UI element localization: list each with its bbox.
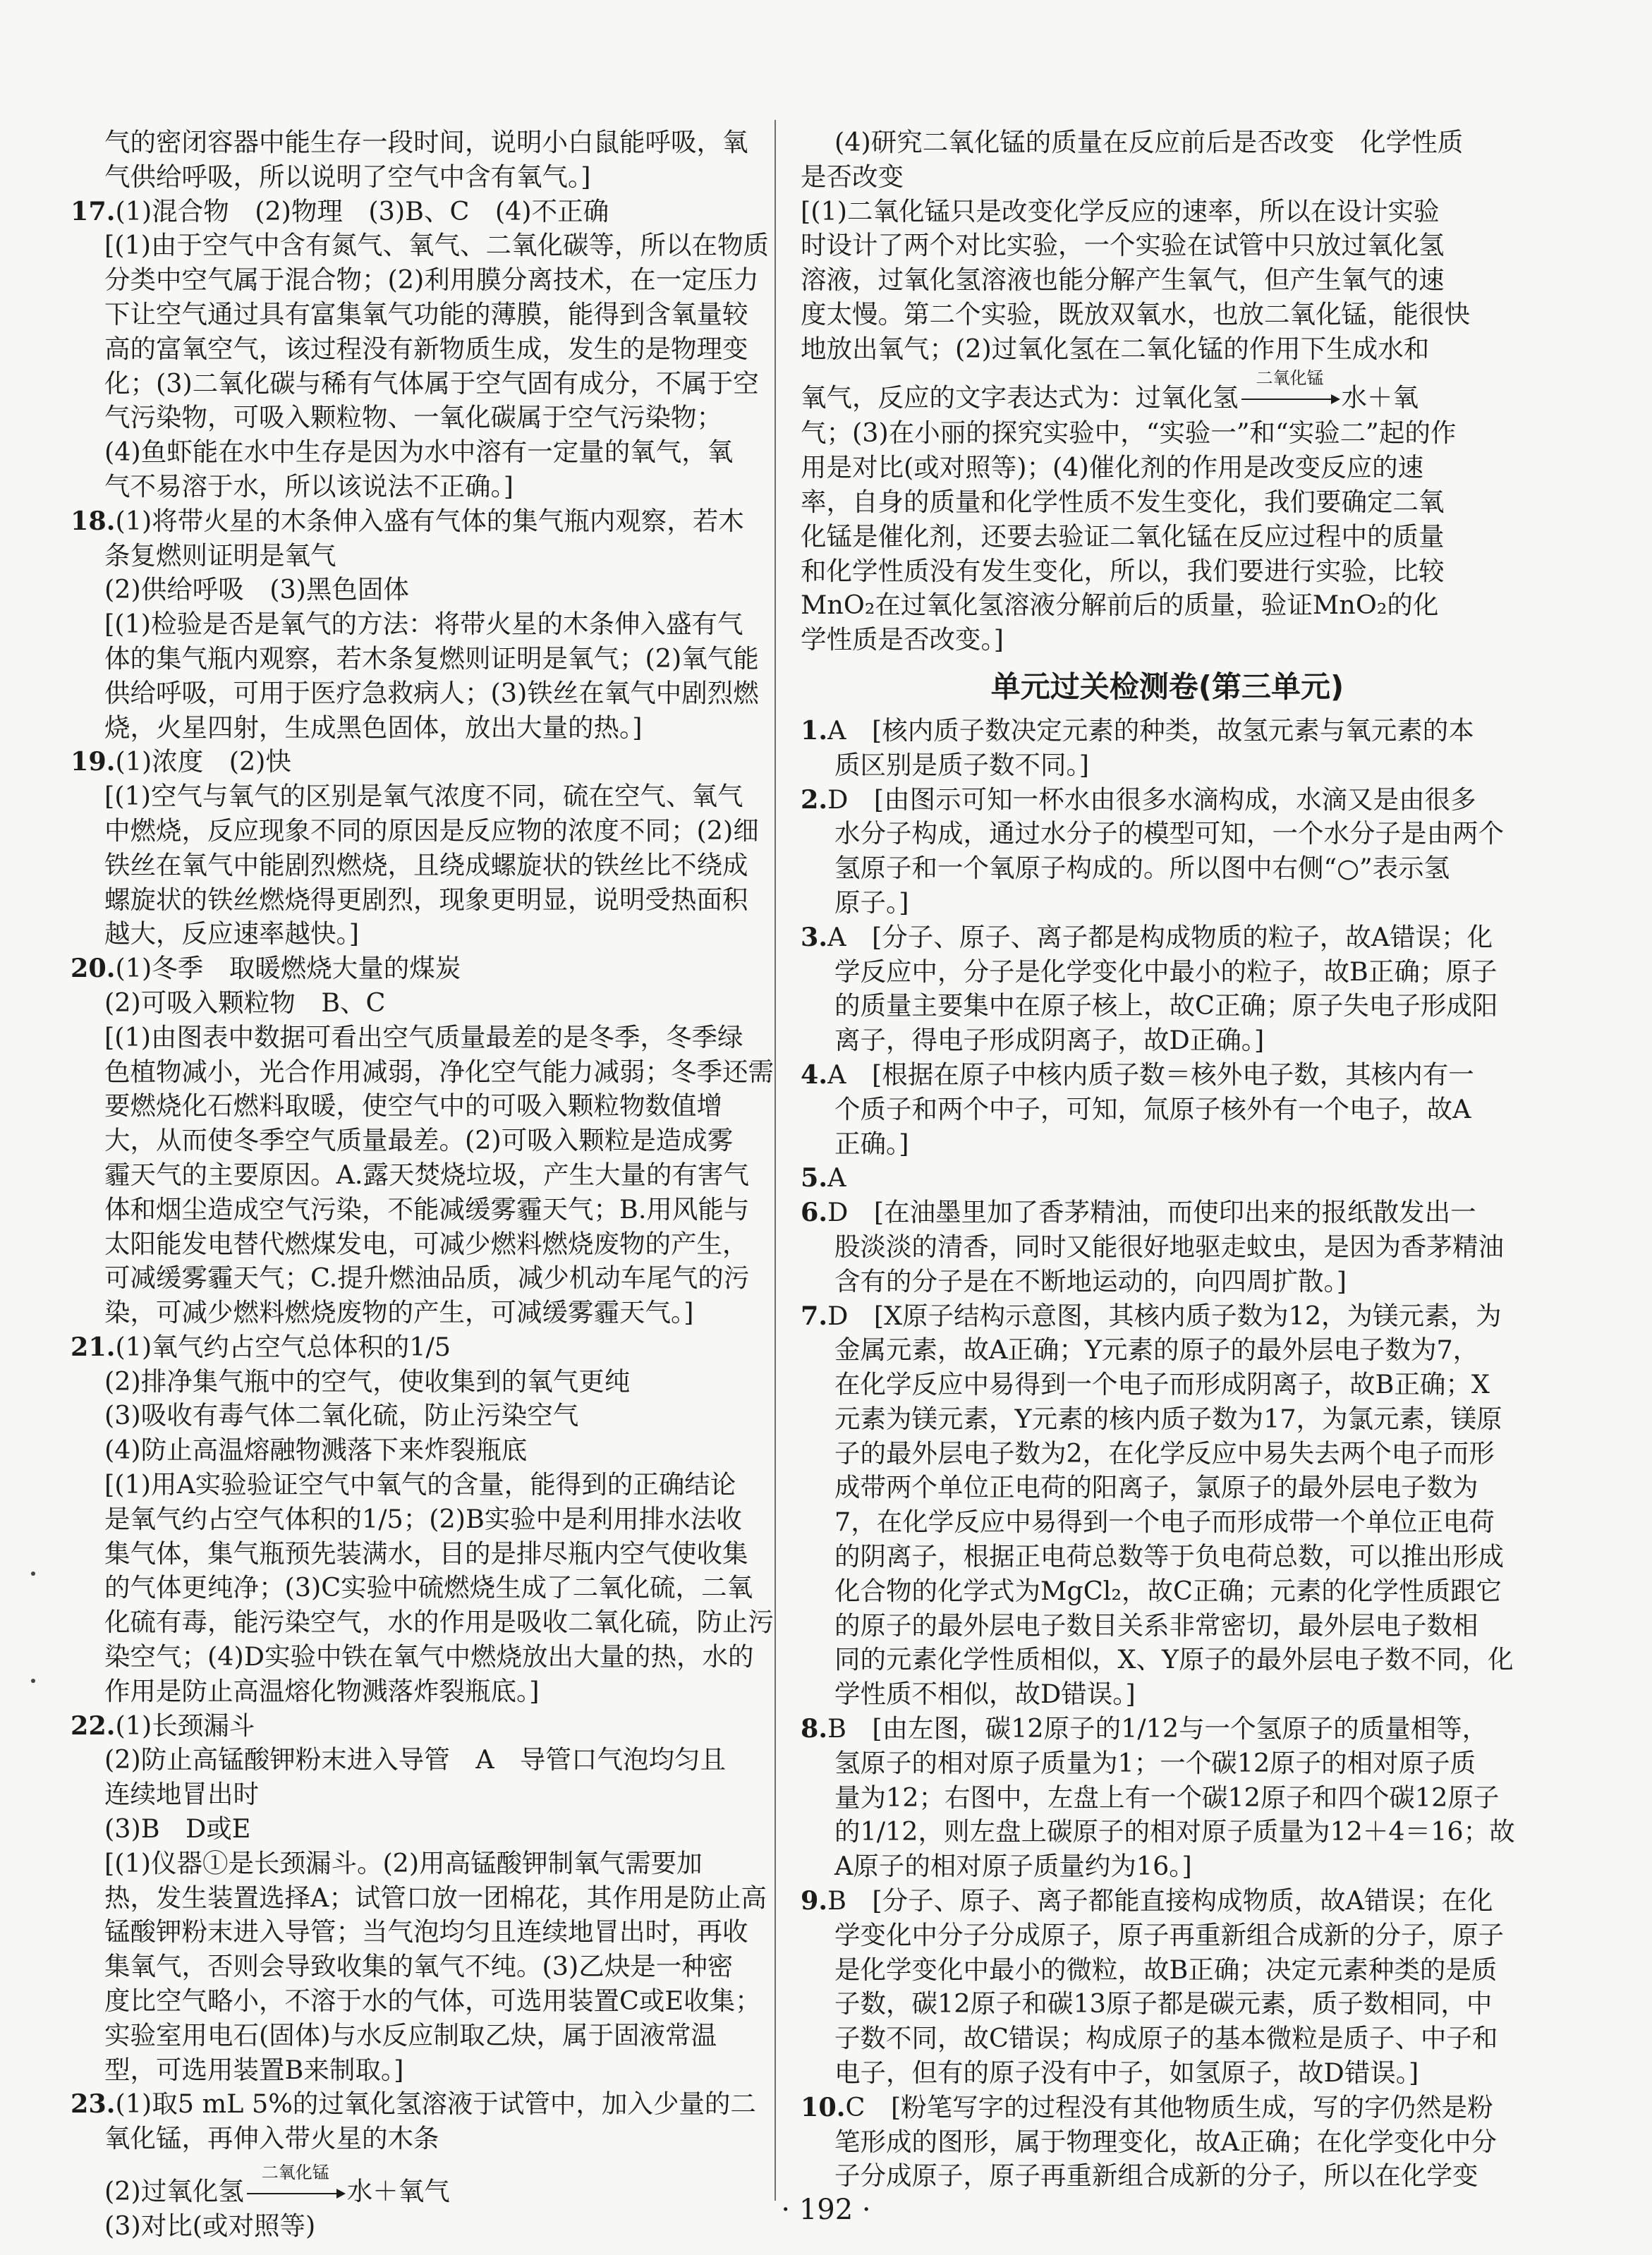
answer-line — [71, 1502, 769, 1537]
left-column — [71, 126, 774, 2244]
answer-text: 子的最外层电子数为2，在化学反应中易失去两个电子而形 — [834, 1438, 1495, 1469]
answer-line: (3)对比(或对照等) — [104, 2210, 316, 2241]
answer-text: 学变化中分子分成原子，原子再重新组合成新的分子，原子 — [834, 1919, 1504, 1950]
answer-line — [71, 470, 769, 504]
answer-line — [71, 1089, 769, 1124]
answer-line — [801, 126, 1534, 160]
question-answer-start — [801, 1884, 1534, 1919]
answer-line — [71, 1640, 769, 1674]
answer-text: 作用是防止高温熔化物溅落炸裂瓶底。] — [104, 1675, 540, 1706]
question-answer-start — [801, 1058, 1534, 1093]
answer-text: 化硫有毒，能污染空气，水的作用是吸收二氧化硫，防止污 — [104, 1607, 774, 1638]
question-answer-start — [801, 2091, 1534, 2125]
answer-text: 的质量主要集中在原子核上，故C正确；原子失电子形成阳 — [834, 990, 1498, 1021]
question-number: 8. — [801, 1713, 828, 1744]
answer-text: 铁丝在氧气中能剧烈燃烧，且绕成螺旋状的铁丝比不绕成 — [104, 849, 748, 880]
answer-text: 学性质是否改变。] — [801, 624, 1004, 655]
answer-line — [801, 1230, 1534, 1265]
question-number: 22. — [71, 1710, 116, 1741]
question-answer-start — [71, 1330, 769, 1365]
answer-text: 螺旋状的铁丝燃烧得更剧烈，现象更明显，说明受热面积 — [104, 884, 748, 915]
answer-line — [801, 554, 1534, 589]
answer-text: (2)供给呼吸 (3)黑色固体 — [104, 574, 409, 605]
answer-text: 率，自身的质量和化学性质不发生变化，我们要确定二氧 — [801, 486, 1445, 517]
answer-text: 子分成原子，原子再重新组合成新的分子，所以在化学变 — [834, 2160, 1478, 2192]
answer-text: 子数，碳12原子和碳13原子都是碳元素，质子数相同，中 — [834, 1988, 1493, 2019]
answer-line — [71, 2053, 769, 2088]
question-answer-start — [71, 1709, 769, 1744]
answer-text: 离子，得电子形成阴离子，故D正确。] — [834, 1025, 1265, 1056]
answer-text: 锰酸钾粉末进入导管；当气泡均匀且连续地冒出时，再收 — [104, 1916, 748, 1947]
answer-text: 金属元素，故A正确；Y元素的原子的最外层电子数为7， — [834, 1335, 1479, 1366]
answer-text: 在化学反应中易得到一个电子而形成阴离子，故B正确；X — [834, 1369, 1490, 1400]
answer-text: 质区别是质子数不同。] — [834, 749, 1089, 780]
question-answer-start — [801, 1196, 1534, 1230]
answer-text: 体和烟尘造成空气污染，不能减缓雾霾天气；B.用风能与 — [104, 1193, 750, 1224]
answer-line — [71, 435, 769, 470]
answer-text: C [粉笔写字的过程没有其他物质生成，写的字仍然是粉 — [845, 2091, 1493, 2122]
answer-line — [801, 298, 1534, 332]
answer-line — [71, 1021, 769, 1055]
answer-line — [801, 1265, 1534, 1299]
answer-text: 供给呼吸，可用于医疗急救病人；(3)铁丝在氧气中剧烈燃 — [104, 677, 759, 708]
answer-line — [801, 1093, 1534, 1127]
answer-text: 同的元素化学性质相似，X、Y原子的最外层电子数不同，化 — [834, 1644, 1514, 1675]
answer-line — [801, 520, 1534, 554]
answer-text: B [由左图，碳12原子的1/12与一个氢原子的质量相等， — [827, 1713, 1488, 1744]
answer-line — [801, 1540, 1534, 1574]
question-answer-start — [801, 783, 1534, 817]
left-answer-lines — [71, 126, 774, 2156]
answer-text: 越大，反应速率越快。] — [104, 918, 359, 949]
question-answer-start — [801, 1161, 1534, 1196]
answer-line — [801, 886, 1534, 920]
answer-line — [801, 1746, 1534, 1781]
answer-line — [71, 1915, 769, 1950]
question-number: 2. — [801, 784, 828, 815]
answer-line — [801, 955, 1534, 990]
answer-line — [71, 1261, 769, 1296]
answer-text: 是否改变 — [801, 161, 904, 192]
answer-line — [71, 2019, 769, 2053]
answer-text: 化；(3)二氧化碳与稀有气体属于空气固有成分，不属于空 — [104, 367, 759, 399]
answer-line — [801, 623, 1534, 657]
question-number: 6. — [801, 1197, 828, 1228]
margin-dot — [31, 1679, 35, 1683]
answer-text: (3)B D或E — [104, 1813, 251, 1844]
answer-text: [(1)空气与氧气的区别是氧气浓度不同，硫在空气、氧气 — [104, 781, 743, 812]
answer-line — [801, 1368, 1534, 1402]
answer-line — [801, 1023, 1534, 1058]
answer-line — [801, 1333, 1534, 1368]
answer-line — [801, 1953, 1534, 1988]
answer-text: 气不易溶于水，所以该说法不正确。] — [104, 470, 514, 502]
answer-text: (1)浓度 (2)快 — [115, 746, 291, 777]
page-number: · 192 · — [781, 2194, 871, 2226]
question-answer-start — [801, 714, 1534, 748]
answer-line — [801, 989, 1534, 1023]
answer-text: 要燃烧化石燃料取暖，使空气中的可吸入颗粒物数值增 — [104, 1090, 722, 1122]
question-number: 10. — [801, 2091, 846, 2122]
answer-text: (1)氧气约占空气总体积的1/5 — [115, 1331, 451, 1362]
answer-text: 的气体更纯净；(3)C实验中硫燃烧生成了二氧化硫，二氧 — [104, 1572, 753, 1603]
answer-text: 电子，但有的原子没有中子，如氢原子，故D错误。] — [834, 2058, 1419, 2089]
question-answer-start — [801, 1712, 1534, 1746]
answer-text: 中燃烧，反应现象不同的原因是反应物的浓度不同；(2)细 — [104, 815, 759, 846]
right-column — [801, 126, 1534, 2194]
answer-line — [801, 160, 1534, 195]
answer-text: (3)吸收有毒气体二氧化硫，防止污染空气 — [104, 1400, 579, 1431]
answer-line — [801, 1643, 1534, 1677]
answer-line — [71, 160, 769, 195]
answer-line — [71, 779, 769, 814]
question-answer-start — [71, 195, 769, 229]
answer-line — [801, 2159, 1534, 2194]
answer-line — [801, 1471, 1534, 1505]
answer-text: 可减缓雾霾天气；C.提升燃油品质，减少机动车尾气的污 — [104, 1263, 750, 1294]
answer-line — [71, 2122, 769, 2156]
answer-text: (1)冬季 取暖燃烧大量的煤炭 — [115, 953, 461, 984]
question-answer-start — [801, 920, 1534, 955]
answer-text: (1)混合物 (2)物理 (3)B、C (4)不正确 — [115, 195, 609, 226]
answer-text: 是化学变化中最小的微粒，故B正确；决定元素种类的是质 — [834, 1954, 1498, 1985]
catalyst-label: 二氧化锰 — [261, 2162, 329, 2182]
equation-products: 水＋氧 — [1341, 382, 1419, 413]
answer-text: B [分子、原子、离子都能直接构成物质，故A错误；在化 — [827, 1885, 1493, 1916]
answer-text: 氧化锰，再伸入带火星的木条 — [104, 2123, 439, 2154]
answer-text: 学反应中，分子是化学变化中最小的粒子，故B正确；原子 — [834, 956, 1498, 987]
answer-line — [71, 642, 769, 676]
answer-line — [801, 1505, 1534, 1540]
answer-line — [71, 986, 769, 1021]
answer-text: 度太慢。第二个实验，既放双氧水，也放二氧化锰，能很快 — [801, 298, 1470, 329]
answer-line — [71, 1812, 769, 1847]
answer-text: 时设计了两个对比实验，一个实验在试管中只放过氧化氢 — [801, 230, 1445, 261]
answer-line — [71, 676, 769, 711]
reaction-arrow — [1239, 368, 1342, 410]
answer-text: 下让空气通过具有富集氧气功能的薄膜，能得到含氧量较 — [104, 298, 748, 329]
answer-text: 集气体，集气瓶预先装满水，目的是排尽瓶内空气使收集 — [104, 1538, 748, 1569]
answer-text: 的原子的最外层电子数目关系非常密切，最外层电子数相 — [834, 1610, 1478, 1641]
catalyst-label: 二氧化锰 — [1256, 368, 1324, 389]
answer-line — [801, 1987, 1534, 2022]
answer-text: 型，可选用装置B来制取。] — [104, 2054, 404, 2085]
answer-line — [71, 1881, 769, 1916]
answer-line — [71, 711, 769, 746]
question-answer-start — [71, 2087, 769, 2122]
answer-line — [801, 195, 1534, 229]
answer-line — [71, 1571, 769, 1605]
answer-text: 含有的分子是在不断地运动的，向四周扩散。] — [834, 1265, 1347, 1296]
right-answer-lines-c — [801, 714, 1534, 2194]
equation-reactant: (2)过氧化氢 — [104, 2176, 244, 2207]
answer-text: 原子。] — [834, 887, 909, 918]
answer-line — [71, 1055, 774, 1090]
answer-text: D [由图示可知一杯水由很多水滴构成，水滴又是由很多 — [827, 784, 1476, 815]
answer-line — [801, 416, 1534, 451]
answer-line — [801, 748, 1534, 783]
answer-text: 地放出氧气；(2)过氧化氢在二氧化锰的作用下生成水和 — [801, 333, 1430, 364]
answer-line — [801, 485, 1534, 520]
answer-text: 的1/12，则左盘上碳原子的相对原子质量为12＋4＝16；故 — [834, 1816, 1515, 1847]
answer-text: 染空气；(4)D实验中铁在氧气中燃烧放出大量的热，水的 — [104, 1641, 754, 1672]
answer-text: 气的密闭容器中能生存一段时间，说明小白鼠能呼吸，氧 — [104, 127, 748, 157]
answer-line — [801, 1815, 1534, 1849]
question-number: 1. — [801, 715, 828, 746]
answer-text: 连续地冒出时 — [104, 1779, 259, 1810]
answer-text: (2)防止高锰酸钾粉末进入导管 A 导管口气泡均匀且 — [104, 1744, 727, 1775]
answer-text: 水分子构成，通过水分子的模型可知，一个水分子是由两个 — [834, 818, 1504, 849]
answer-text: 成带两个单位正电荷的阳离子，氯原子的最外层电子数为 — [834, 1472, 1478, 1503]
answer-text: 集氧气，否则会导致收集的氧气不纯。(3)乙炔是一种密 — [104, 1951, 734, 1982]
answer-text: A [分子、原子、离子都是构成物质的粒子，故A错误；化 — [827, 921, 1493, 952]
question-number: 9. — [801, 1885, 828, 1916]
answer-line — [71, 1777, 769, 1812]
answer-line — [71, 1158, 769, 1193]
answer-text: (4)鱼虾能在水中生存是因为水中溶有一定量的氧气，氧 — [104, 437, 734, 468]
answer-text: 色植物减小，光合作用减弱，净化空气能力减弱；冬季还需 — [104, 1056, 774, 1087]
question-number: 19. — [71, 746, 116, 777]
answer-text: 学性质不相似，故D错误。] — [834, 1679, 1136, 1710]
question-number: 7. — [801, 1300, 828, 1331]
answer-line — [801, 2125, 1534, 2160]
answer-line — [71, 607, 769, 642]
answer-line — [801, 1402, 1534, 1437]
answer-text: 染，可减少燃料燃烧废物的产生，可减缓雾霾天气。] — [104, 1297, 694, 1328]
answer-text: 股淡淡的清香，同时又能很好地驱走蚊虫，是因为香茅精油 — [834, 1231, 1504, 1262]
answer-text: 大，从而使冬季空气质量最差。(2)可吸入颗粒是造成雾 — [104, 1125, 734, 1156]
answer-text: D [在油墨里加了香茅精油，而使印出来的报纸散发出一 — [827, 1197, 1476, 1228]
answer-line — [71, 298, 769, 332]
answer-line — [801, 451, 1534, 485]
equation-reactant: 氧气，反应的文字表达式为：过氧化氢 — [801, 382, 1239, 413]
answer-line — [71, 1296, 769, 1330]
question-number: 17. — [71, 195, 116, 226]
answer-text: A [根据在原子中核内质子数＝核外电子数，其核内有一 — [827, 1059, 1474, 1090]
answer-text: 气污染物，可吸入颗粒物、一氧化碳属于空气污染物； — [104, 402, 722, 433]
answer-line — [801, 817, 1534, 851]
margin-dot — [31, 1572, 35, 1576]
answer-text: 化合物的化学式为MgCl₂，故C正确；元素的化学性质跟它 — [834, 1575, 1502, 1606]
answer-line — [801, 851, 1534, 886]
answer-text: 用是对比(或对照等)；(4)催化剂的作用是改变反应的速 — [801, 452, 1424, 483]
answer-text: 氢原子的相对原子质量为1；一个碳12原子的相对原子质 — [834, 1747, 1476, 1778]
answer-text: (4)研究二氧化锰的质量在反应前后是否改变 化学性质 — [834, 127, 1464, 157]
answer-line — [801, 332, 1534, 367]
answer-line — [801, 229, 1534, 263]
answer-text: 和化学性质没有发生变化，所以，我们要进行实验，比较 — [801, 555, 1445, 586]
answer-line — [71, 1537, 769, 1572]
answer-line — [71, 263, 769, 298]
answer-line — [801, 588, 1534, 623]
question-answer-start — [71, 952, 769, 986]
answer-line — [71, 332, 769, 367]
answer-text: 元素为镁元素，Y元素的核内质子数为17，为氯元素，镁原 — [834, 1403, 1502, 1434]
answer-line — [71, 539, 769, 573]
answer-text: 体的集气瓶内观察，若木条复燃则证明是氧气；(2)氧气能 — [104, 643, 759, 674]
answer-text: (1)取5 mL 5%的过氧化氢溶液于试管中，加入少量的二 — [115, 2089, 756, 2120]
section-title: 单元过关检测卷(第三单元) — [990, 669, 1344, 704]
answer-line — [801, 263, 1534, 298]
answer-text: 实验室用电石(固体)与水反应制取乙炔，属于固液常温 — [104, 2019, 717, 2050]
answer-line — [71, 367, 769, 401]
answer-line — [801, 1849, 1534, 1884]
answer-line — [71, 1365, 769, 1399]
answer-text: 度比空气略小，不溶于水的气体，可选用装置C或E收集； — [104, 1986, 761, 2017]
answer-text: 溶液，过氧化氢溶液也能分解产生氧气，但产生氧气的速 — [801, 265, 1445, 296]
answer-text: 气供给呼吸，所以说明了空气中含有氧气。] — [104, 161, 591, 192]
equation-products: 水＋氧气 — [346, 2176, 450, 2207]
answer-line — [71, 401, 769, 435]
answer-text: 氢原子和一个氧原子构成的。所以图中右侧“○”表示氢 — [834, 853, 1450, 884]
question-number: 4. — [801, 1059, 828, 1090]
answer-text: (2)排净集气瓶中的空气，使收集到的氧气更纯 — [104, 1366, 631, 1397]
right-answer-lines-b — [801, 416, 1534, 657]
answer-line — [801, 1677, 1534, 1712]
answer-line — [71, 1743, 769, 1777]
answer-line — [71, 1605, 774, 1640]
answer-line — [71, 849, 769, 883]
answer-text: 气；(3)在小丽的探究实验中，“实验一”和“实验二”起的作 — [801, 418, 1457, 449]
answer-text: [(1)用A实验验证空气中氧气的含量，能得到的正确结论 — [104, 1469, 736, 1500]
answer-line — [71, 1124, 769, 1158]
answer-text: 条复燃则证明是氧气 — [104, 540, 336, 571]
question-answer-start — [71, 745, 769, 779]
answer-line — [71, 1193, 769, 1227]
answer-line — [801, 1781, 1534, 1816]
answer-line — [71, 1227, 769, 1262]
answer-text: (2)可吸入颗粒物 B、C — [104, 987, 386, 1018]
answer-text: MnO₂在过氧化氢溶液分解前后的质量，验证MnO₂的化 — [801, 590, 1439, 621]
answer-line — [801, 2056, 1534, 2091]
answer-text: 正确。] — [834, 1128, 909, 1159]
answer-line — [71, 1399, 769, 1433]
question-answer-start — [801, 1299, 1534, 1334]
answer-line — [71, 1433, 769, 1468]
question-number: 23. — [71, 2089, 116, 2120]
answer-text: [(1)仪器①是长颈漏斗。(2)用高锰酸钾制氧气需要加 — [104, 1847, 703, 1878]
answer-line — [801, 1609, 1534, 1643]
answer-text: (1)长颈漏斗 — [115, 1710, 255, 1741]
question-number: 21. — [71, 1331, 116, 1362]
equation-line — [801, 368, 1534, 415]
answer-text: A [核内质子数决定元素的种类，故氢元素与氧元素的本 — [827, 715, 1474, 746]
answer-text: 化锰是催化剂，还要去验证二氧化锰在反应过程中的质量 — [801, 521, 1445, 552]
answer-text: (4)防止高温熔融物溅落下来炸裂瓶底 — [104, 1435, 528, 1466]
answer-line — [71, 229, 769, 263]
answer-text: 太阳能发电替代燃煤发电，可减少燃料燃烧废物的产生， — [104, 1228, 748, 1259]
answer-text: [(1)二氧化锰只是改变化学反应的速率，所以在设计实验 — [801, 195, 1440, 226]
answer-text: A原子的相对原子质量约为16。] — [834, 1851, 1192, 1882]
answer-text: 霾天气的主要原因。A.露天焚烧垃圾，产生大量的有害气 — [104, 1159, 749, 1190]
answer-text: 是氧气约占空气体积的1/5；(2)B实验中是利用排水法收 — [104, 1503, 742, 1534]
answer-line — [801, 1437, 1534, 1471]
answer-line — [71, 1847, 769, 1881]
right-answer-lines-a — [801, 126, 1534, 367]
question-number: 5. — [801, 1162, 828, 1193]
answer-text: 量为12；右图中，左盘上有一个碳12原子和四个碳12原子 — [834, 1782, 1500, 1813]
answer-line — [801, 1919, 1534, 1953]
question-number: 3. — [801, 921, 828, 952]
answer-text: 高的富氧空气，该过程没有新物质生成，发生的是物理变 — [104, 333, 748, 364]
answer-line — [801, 2022, 1534, 2056]
answer-text: 的阴离子，根据正电荷总数等于负电荷总数，可以推出形成 — [834, 1541, 1504, 1572]
answer-text: 热，发生装置选择A；试管口放一团棉花，其作用是防止高 — [104, 1882, 767, 1913]
answer-text: 个质子和两个中子，可知，氚原子核外有一个电子，故A — [834, 1093, 1471, 1124]
answer-line — [801, 1127, 1534, 1162]
answer-line — [71, 573, 769, 607]
answer-line — [801, 1574, 1534, 1609]
answer-text: 分类中空气属于混合物；(2)利用膜分离技术，在一定压力 — [104, 265, 759, 296]
answer-line — [71, 1950, 769, 1984]
question-number: 20. — [71, 953, 116, 984]
answer-text: 笔形成的图形，属于物理变化，故A正确；在化学变化中分 — [834, 2126, 1497, 2157]
question-answer-start — [71, 504, 769, 539]
answer-line — [71, 814, 769, 849]
column-divider — [775, 120, 776, 2201]
question-number: 18. — [71, 505, 116, 536]
answer-text: [(1)由于空气中含有氮气、氧气、二氧化碳等，所以在物质 — [104, 230, 769, 261]
answer-text: [(1)检验是否是氧气的方法：将带火星的木条伸入盛有气 — [104, 609, 743, 640]
answer-text: 烧，火星四射，生成黑色固体，放出大量的热。] — [104, 712, 643, 743]
answer-text: D [X原子结构示意图，其核内质子数为12，为镁元素，为 — [827, 1300, 1502, 1331]
answer-line — [71, 126, 769, 160]
answer-line — [71, 1674, 769, 1709]
answer-text: 子数不同，故C错误；构成原子的基本微粒是质子、中子和 — [834, 2023, 1498, 2054]
answer-line — [71, 1468, 769, 1502]
answer-text: 7，在化学反应中易得到一个电子而形成带一个单位正电荷 — [834, 1507, 1495, 1538]
answer-text: (1)将带火星的木条伸入盛有气体的集气瓶内观察，若木 — [115, 505, 744, 536]
answer-text: A — [827, 1162, 846, 1193]
answer-line — [71, 917, 769, 952]
answer-line — [71, 883, 769, 918]
answer-line — [71, 1984, 769, 2019]
answer-text: [(1)由图表中数据可看出空气质量最差的是冬季，冬季绿 — [104, 1021, 743, 1052]
